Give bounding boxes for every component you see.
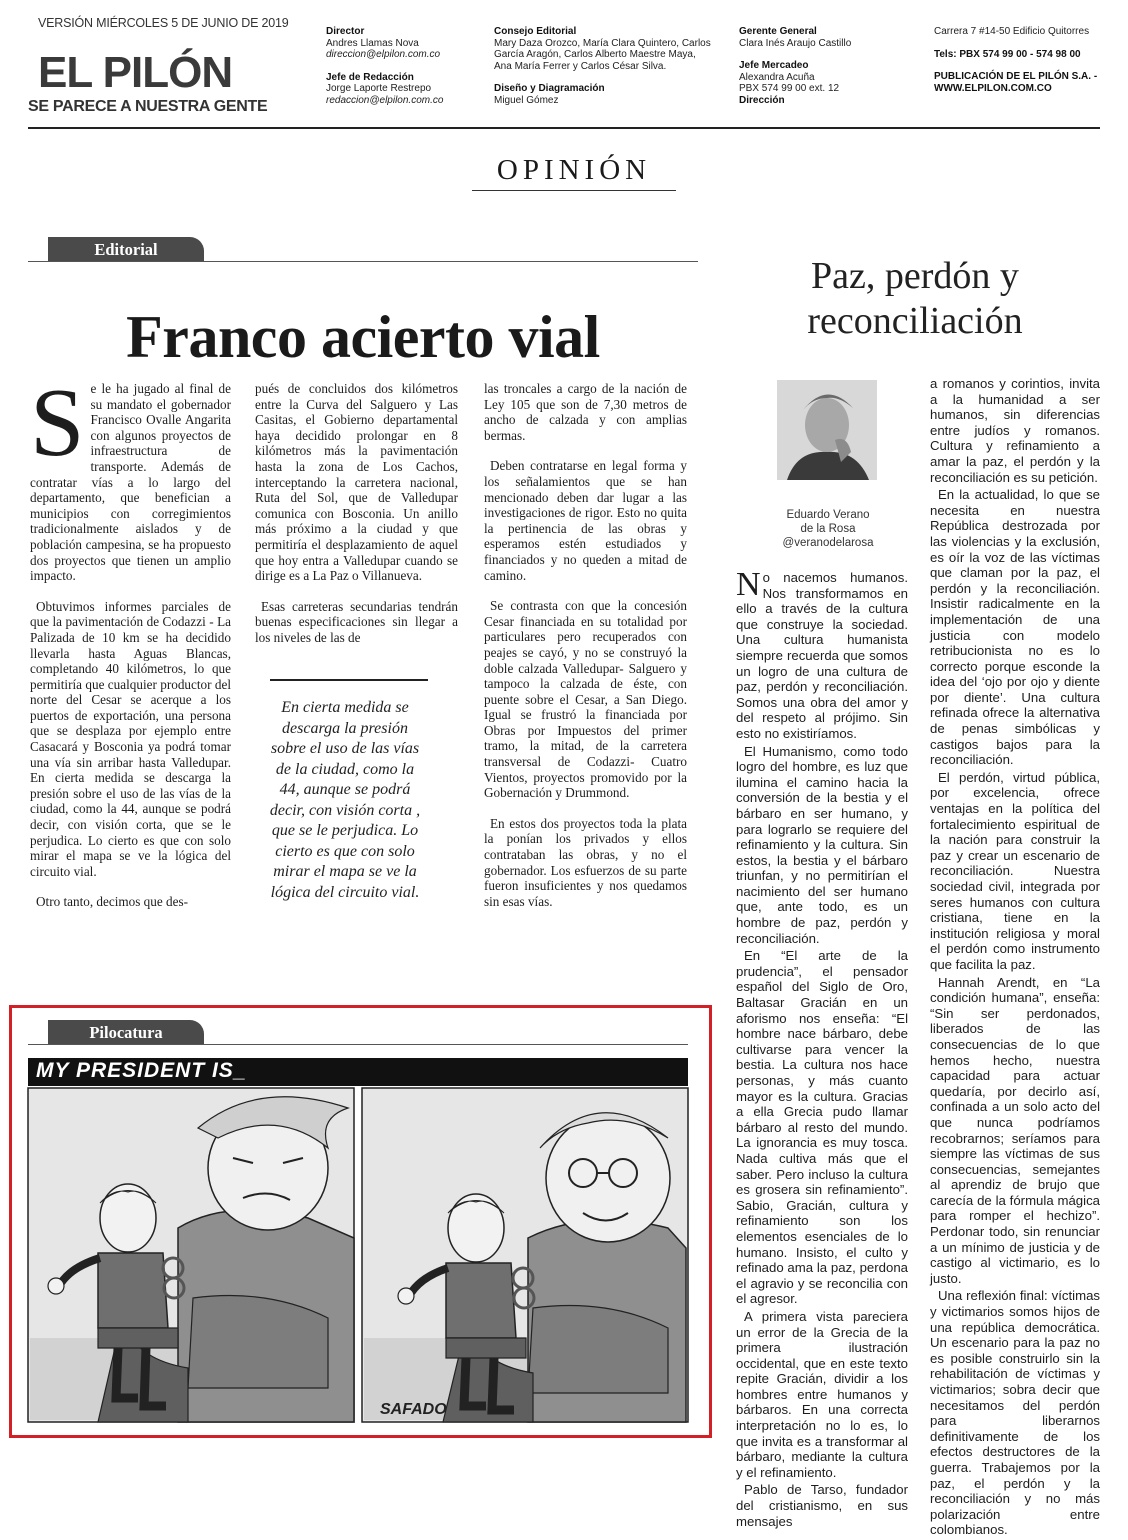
author-photo <box>777 380 877 480</box>
column-paragraph: A primera vista pareciera un error de la Grecia de la primera ilustración occidental, que en este texto repite Gracián, dividir a los hombres entre humanos y bárbaros. En una correcta interpretación no lo es, lo que invita es a transformar al bárbaro, mediante la cultura y el refinamiento. <box>736 1308 908 1480</box>
masthead-rule <box>28 127 1100 129</box>
column-left <box>736 566 908 1531</box>
phones: Tels: PBX 574 99 00 - 574 98 00 <box>934 48 1081 60</box>
column-paragraph: Pablo de Tarso, fundador del cristianismo, en sus mensajes <box>736 1482 908 1529</box>
editorial-headline: Franco acierto vial <box>126 304 600 370</box>
cartoon-banner <box>28 1058 688 1086</box>
column-paragraph: El Humanismo, como todo logro del hombre, es luz que ilumina el camino hacia la conversión de la bestia y el bárbaro en ser humano, y para lograrlo se requiere del refinamiento y la cultura. Sin estos, la bestia y el bárbaro triunfan, y no permitirían el nacimiento del ser humano que, ante todo, es un hombre de paz, perdón y reconciliación. <box>736 743 908 946</box>
director-email[interactable]: direccion@elpilon.com.co <box>326 49 441 60</box>
website-link[interactable]: WWW.ELPILON.COM.CO <box>934 82 1052 94</box>
director-title: Director <box>326 26 365 37</box>
section-title-rule <box>472 190 676 191</box>
cartoon-banner-text: MY PRESIDENT IS_ <box>36 1059 247 1082</box>
editorial-paragraph: las troncales a cargo de la nación de Ley 105 que son de 7,30 metros de ancho de calzada y con amplias bermas. <box>484 381 687 443</box>
cartoon-illustration <box>28 1088 688 1422</box>
editorial-paragraph: En estos dos proyectos toda la plata la ponían los privados y ellos contrataban las obras, y no el gobernador. Los esfuerzos de su parte fueron insuficientes y nos quedamos sin esas vías. <box>484 815 687 909</box>
column-paragraph: El perdón, virtud pública, por excelencia, ofrece ventajas en la política del fortalecimiento espiritual de la nación para construir la paz y crear un escenario de reconciliación. Nuestra sociedad civil, integrada por seres humanos con cultura cristiana, tiene en la institución religiosa y moral el perdón como instrumento que facilita la paz. <box>930 769 1100 972</box>
column-paragraph: Hannah Arendt, en “La condición humana”, enseña: “Sin ser perdonados, liberados de las consecuencias de lo que hemos hecho, nuestra capacidad para actuar quedaría, por decirlo así, confinada a un solo acto del que nunca podríamos recobrarnos; seríamos para siempre las víctimas de sus consecuencias, semejantes al aprendiz de brujo que carecía de la fórmula mágica para romper el hechizo”. Perdonar todo, sin renunciar a un mínimo de justicia y de castigo al victimario, es lo justo. <box>930 974 1100 1286</box>
editorial-column-2 <box>255 381 458 661</box>
editorial-column-1 <box>30 369 231 925</box>
staff-col-4 <box>934 26 1114 94</box>
editorial-tab-rule <box>28 261 698 262</box>
staff-col-1 <box>326 26 476 106</box>
author-name-line2: de la Rosa <box>800 523 856 535</box>
jefe-redaccion-title: Jefe de Redacción <box>326 71 414 83</box>
editorial-paragraph: Deben contratarse en legal forma y los señalamientos que se han mencionado deben dar lugar a las investigaciones de rigor. Esto no quita la pertinencia de las obras y esperamos estén estudiados y financiados y no queden a mitad de camino. <box>484 458 687 583</box>
jefe-redaccion-name: Jorge Laporte Restrepo <box>326 83 432 94</box>
mercadeo-title: Jefe Mercadeo <box>739 60 809 71</box>
column-paragraph: o nacemos humanos. Nos transformamos en ello a través de la cultura que construye la sociedad. Una cultura humanista siempre recuerda que somos un logro de una cultura de paz, perdón y reconciliación. Somos una obra del amor y del respeto al prójimo. Sin esto no existiríamos. <box>736 570 908 741</box>
editorial-paragraph: Esas carreteras secundarias tendrán buenas especificaciones sin llegar a los niveles de las de <box>255 598 458 645</box>
editorial-column-3 <box>484 381 687 924</box>
editorial-paragraph: Se contrasta con que la concesión Cesar financiada en su totalidad por particulares pero recuperados con peajes se cayó, y no se construyó la doble calzada Valledupar- Salguero y tampoco la calzada de éste, con puente sobre el Cesar, a San Diego. Igual se frustró la financiada por Obras por Impuestos del primer tramo, la mitad, de la carretera transversal de Codazzi- Cuatro Vientos, proyectos promovido por la Gobernación y Drummond. <box>484 598 687 801</box>
consejo-title: Consejo Editorial <box>494 26 577 37</box>
edition-line: VERSIÓN MIÉRCOLES 5 DE JUNIO DE 2019 <box>38 16 289 30</box>
author-handle[interactable]: @veranodelarosa <box>782 537 874 549</box>
gerente-name: Clara Inés Araujo Castillo <box>739 37 852 49</box>
column-paragraph: En la actualidad, lo que se necesita en nuestra República destrozada por las violencias y la exclusión, es oír la voz de las víctimas que claman por la paz, el perdón y la reconciliación. Insistir radicalmente en la implementación de una justicia con modelo retribucionista no es lo correcto porque esconde la idea del ‘ojo por ojo y diente por diente’. Una cultura refinada ofrece la alternativa de penas simbólicas y castigos bajos para la reconciliación. <box>930 487 1100 768</box>
editorial-paragraph: pués de concluidos dos kilómetros entre la Curva del Salguero y Las Casitas, el Gobierno departamental haya decidido prolongar en 8 kilómetros más la pavimentación hasta la zona de Los Cachos, interceptando la carretera nacional, Ruta del Sol, que de Valledupar comunica con Bosconia. Un anillo más próximo a la ciudad y que permitiría el desplazamiento de aquel que hoy entra a Valledupar cuando se dirige es a La Paz o Villanueva. <box>255 381 458 584</box>
author-name <box>760 508 896 550</box>
column-right <box>930 376 1100 1540</box>
diseno-title: Diseño y Diagramación <box>494 83 605 94</box>
column-paragraph: En “El arte de la prudencia”, el pensador español del Siglo de Oro, Baltasar Gracián en un aforismo nos enseña: “El hombre nace bárbaro, debe cultivarse para vencer la bestia. La cultura nos hace personas, y más cuanto mayor es la cultura. Gracias a ella Grecia pudo llamar bárbaro al resto del mundo. La ignorancia es muy tosca. Nada cultiva más que el saber. Pero incluso la cultura es grosera sin refinamiento”. Sabio, Gracián, cultura y refinamiento son los elementos esenciales de lo humano. Insisto, el culto y refinado ama la paz, perdona el agravio y se reconcilia con el agresor. <box>736 948 908 1307</box>
consejo-names: Mary Daza Orozco, María Clara Quintero, Carlos García Aragón, Carlos Alberto Maestre Maya, Ana María Ferrer y Carlos César Silva. <box>494 37 711 72</box>
cartoon-tab: Pilocatura <box>48 1020 204 1045</box>
staff-col-3 <box>739 26 909 106</box>
newspaper-logo: EL PILÓN <box>38 48 233 97</box>
gerente-title: Gerente General <box>739 26 817 37</box>
editorial-paragraph: Obtuvimos informes parciales de que la pavimentación de Codazzi - La Palizada de 10 km se ha decidido llevarla hasta Aguas Blancas, completando 40 kilómetros, lo que permitiría que cualquier productor del norte del Cesar se acerque a los puertos de exportación, una persona que se desplaza por ejemplo entre Casacará y Bosconia ya podrá tomar una vía sin arribar hasta Valledupar. En cierta medida se descarga la presión sobre el uso de las vías de la ciudad, como la 44, aunque se podrá decir, con visión corta, que se le perjudica. Lo cierto es que con solo mirar el mapa se ve la lógica del circuito vial. <box>30 598 231 879</box>
column-paragraph: a romanos y corintios, invita a la humanidad a ser humanos, sin diferencias entre judíos y romanos. Cultura y refinamiento a amar la paz, el perdón y la reconciliación es su petición. <box>930 376 1100 485</box>
pullquote-rule <box>270 679 428 681</box>
editorial-dropcap: S <box>30 369 85 477</box>
column-dropcap: N <box>736 566 761 603</box>
column-paragraph: Una reflexión final: víctimas y victimarios somos hijos de una república democrática. Un escenario para la paz no es posible construirlo sin la rehabilitación de víctimas y victimarios; sobra decir que necesitamos del perdón para liberarnos definitivamente de los efectos destructores de la guerra. Trabajemos por la paz, el perdón y la reconciliación y no más polarización entre colombianos. <box>930 1288 1100 1538</box>
director-name: Andres Llamas Nova <box>326 37 419 49</box>
direccion-label: Dirección <box>739 94 785 106</box>
mercadeo-phone: PBX 574 99 00 ext. 12 <box>739 83 840 94</box>
newspaper-slogan: SE PARECE A NUESTRA GENTE <box>28 98 268 115</box>
editorial-paragraph: Otro tanto, decimos que des- <box>36 894 188 910</box>
editorial-paragraph: e le ha jugado al final de su mandato el gobernador Francisco Ovalle Angarita con algunos proyectos de infraestructura de transporte. Además de contratar vías a lo largo del departamento, que benefician a municipios con corregimientos tradicionalmente aislados y de población campesina, se ha propuesto dos proyectos que tienen un amplio impacto. <box>30 381 231 584</box>
publication: PUBLICACIÓN DE EL PILÓN S.A. - <box>934 71 1098 82</box>
section-title: OPINIÓN <box>496 154 652 186</box>
mercadeo-name: Alexandra Acuña <box>739 71 815 83</box>
cartoon-signature: SAFADO <box>380 1401 447 1418</box>
editorial-pullquote: En cierta medida se descarga la presión sobre el uso de las vías de la ciudad, como la 44, aunque se podrá decir, con visión corta , que se le perjudica. Lo cierto es que con solo mirar el mapa se ve la lógica del circuito vial. <box>269 699 421 901</box>
editorial-tab: Editorial <box>48 237 204 262</box>
staff-col-2 <box>494 26 714 106</box>
author-name-line1: Eduardo Verano <box>786 509 870 521</box>
diseno-name: Miguel Gómez <box>494 94 559 106</box>
address: Carrera 7 #14-50 Edificio Quitorres <box>934 26 1090 37</box>
jefe-redaccion-email[interactable]: redaccion@elpilon.com.co <box>326 94 444 106</box>
column-headline: Paz, perdón y reconciliación <box>807 255 1023 342</box>
cartoon-tab-rule <box>28 1044 688 1045</box>
